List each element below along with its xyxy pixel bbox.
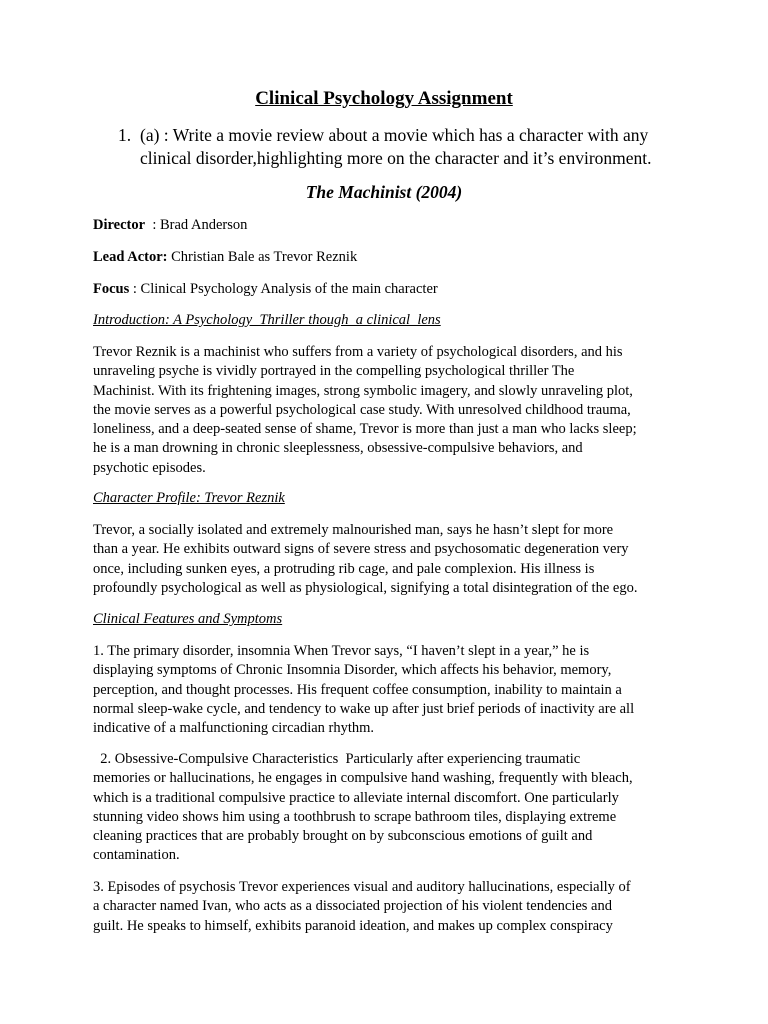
paragraph-line: displaying symptoms of Chronic Insomnia Disorder, which affects his behavior, memory, [93, 662, 612, 679]
paragraph-line: psychotic episodes. [93, 459, 206, 476]
lead-actor-label: Lead Actor: [93, 249, 168, 265]
director-value: : Brad Anderson [145, 217, 248, 233]
paragraph-line: loneliness, and a deep-seated sense of shame, Trevor is more than just a man who lacks sleep; [93, 421, 637, 438]
lead-actor-value: Christian Bale as Trevor Reznik [167, 249, 358, 265]
paragraph-line: a character named Ivan, who acts as a dissociated projection of his violent tendencies and [93, 898, 612, 915]
movie-title: The Machinist (2004) [305, 182, 463, 202]
paragraph-line: 1. The primary disorder, insomnia When Trevor says, “I haven’t slept in a year,” he is [93, 643, 590, 659]
paragraph-line: cleaning practices that are probably brought on by subconscious emotions of guilt and [93, 828, 593, 845]
paragraph-line: indicative of a malfunctioning circadian rhythm. [93, 720, 375, 737]
director-line [93, 216, 247, 235]
psychosis-paragraph [93, 878, 683, 936]
paragraph-line: Trevor Reznik is a machinist who suffers from a variety of psychological disorders, and his [93, 344, 623, 360]
paragraph-line: 2. Obsessive-Compulsive Characteristics Particularly after experiencing traumatic [93, 751, 581, 767]
clinical-features-heading: Clinical Features and Symptoms [93, 611, 283, 627]
focus-label: Focus [93, 281, 130, 297]
paragraph-line: guilt. He speaks to himself, exhibits paranoid ideation, and makes up complex conspiracy [93, 917, 613, 934]
focus-line [93, 280, 438, 299]
insomnia-paragraph [93, 642, 683, 738]
introduction-paragraph [93, 343, 683, 478]
paragraph-line: Machinist. With its frightening images, strong symbolic imagery, and slowly unraveling plot, [93, 382, 633, 399]
paragraph-line: which is a traditional compulsive practice to alleviate internal discomfort. One particularly [93, 789, 619, 806]
paragraph-line: once, including sunken eyes, a protruding rib cage, and pale complexion. His illness is [93, 560, 595, 577]
focus-value: : Clinical Psychology Analysis of the main character [129, 281, 438, 297]
paragraph-line: unraveling psyche is vividly portrayed in the compelling psychological thriller The [93, 363, 575, 380]
paragraph-line: 3. Episodes of psychosis Trevor experiences visual and auditory hallucinations, especially of [93, 879, 631, 895]
character-profile-heading: Character Profile: Trevor Reznik [93, 490, 285, 506]
question-line-1: (a) : Write a movie review about a movie which has a character with any [140, 125, 649, 145]
paragraph-line: memories or hallucinations, he engages in compulsive hand washing, frequently with bleach, [93, 770, 633, 787]
ocd-paragraph [93, 750, 683, 866]
introduction-heading: Introduction: A Psychology Thriller though a clinical lens [93, 312, 441, 328]
question-line-2: clinical disorder,highlighting more on the character and it’s environment. [140, 148, 652, 168]
paragraph-line: than a year. He exhibits outward signs of severe stress and psychosomatic degeneration very [93, 541, 629, 558]
paragraph-line: Trevor, a socially isolated and extremely malnourished man, says he hasn’t slept for more [93, 522, 614, 538]
character-profile-paragraph [93, 521, 683, 598]
paragraph-line: he is a man drowning in chronic sleeplessness, obsessive-compulsive behaviors, and [93, 440, 583, 457]
paragraph-line: contamination. [93, 847, 180, 864]
lead-actor-line [93, 248, 357, 267]
paragraph-line: perception, and thought processes. His frequent coffee consumption, inability to maintain a [93, 681, 622, 698]
paragraph-line: stunning video shows him using a toothbrush to scrape bathroom tiles, displaying extreme [93, 808, 617, 825]
director-label: Director [93, 217, 146, 233]
document-title: Clinical Psychology Assignment [255, 88, 513, 109]
assignment-question [118, 124, 718, 170]
paragraph-line: profoundly psychological as well as physiological, signifying a total disintegration of the ego. [93, 579, 638, 596]
question-number: 1. [118, 125, 132, 145]
paragraph-line: normal sleep-wake cycle, and tendency to wake up after just brief periods of inactivity are all [93, 700, 635, 717]
paragraph-line: the movie serves as a powerful psychological case study. With unresolved childhood trauma, [93, 401, 631, 418]
